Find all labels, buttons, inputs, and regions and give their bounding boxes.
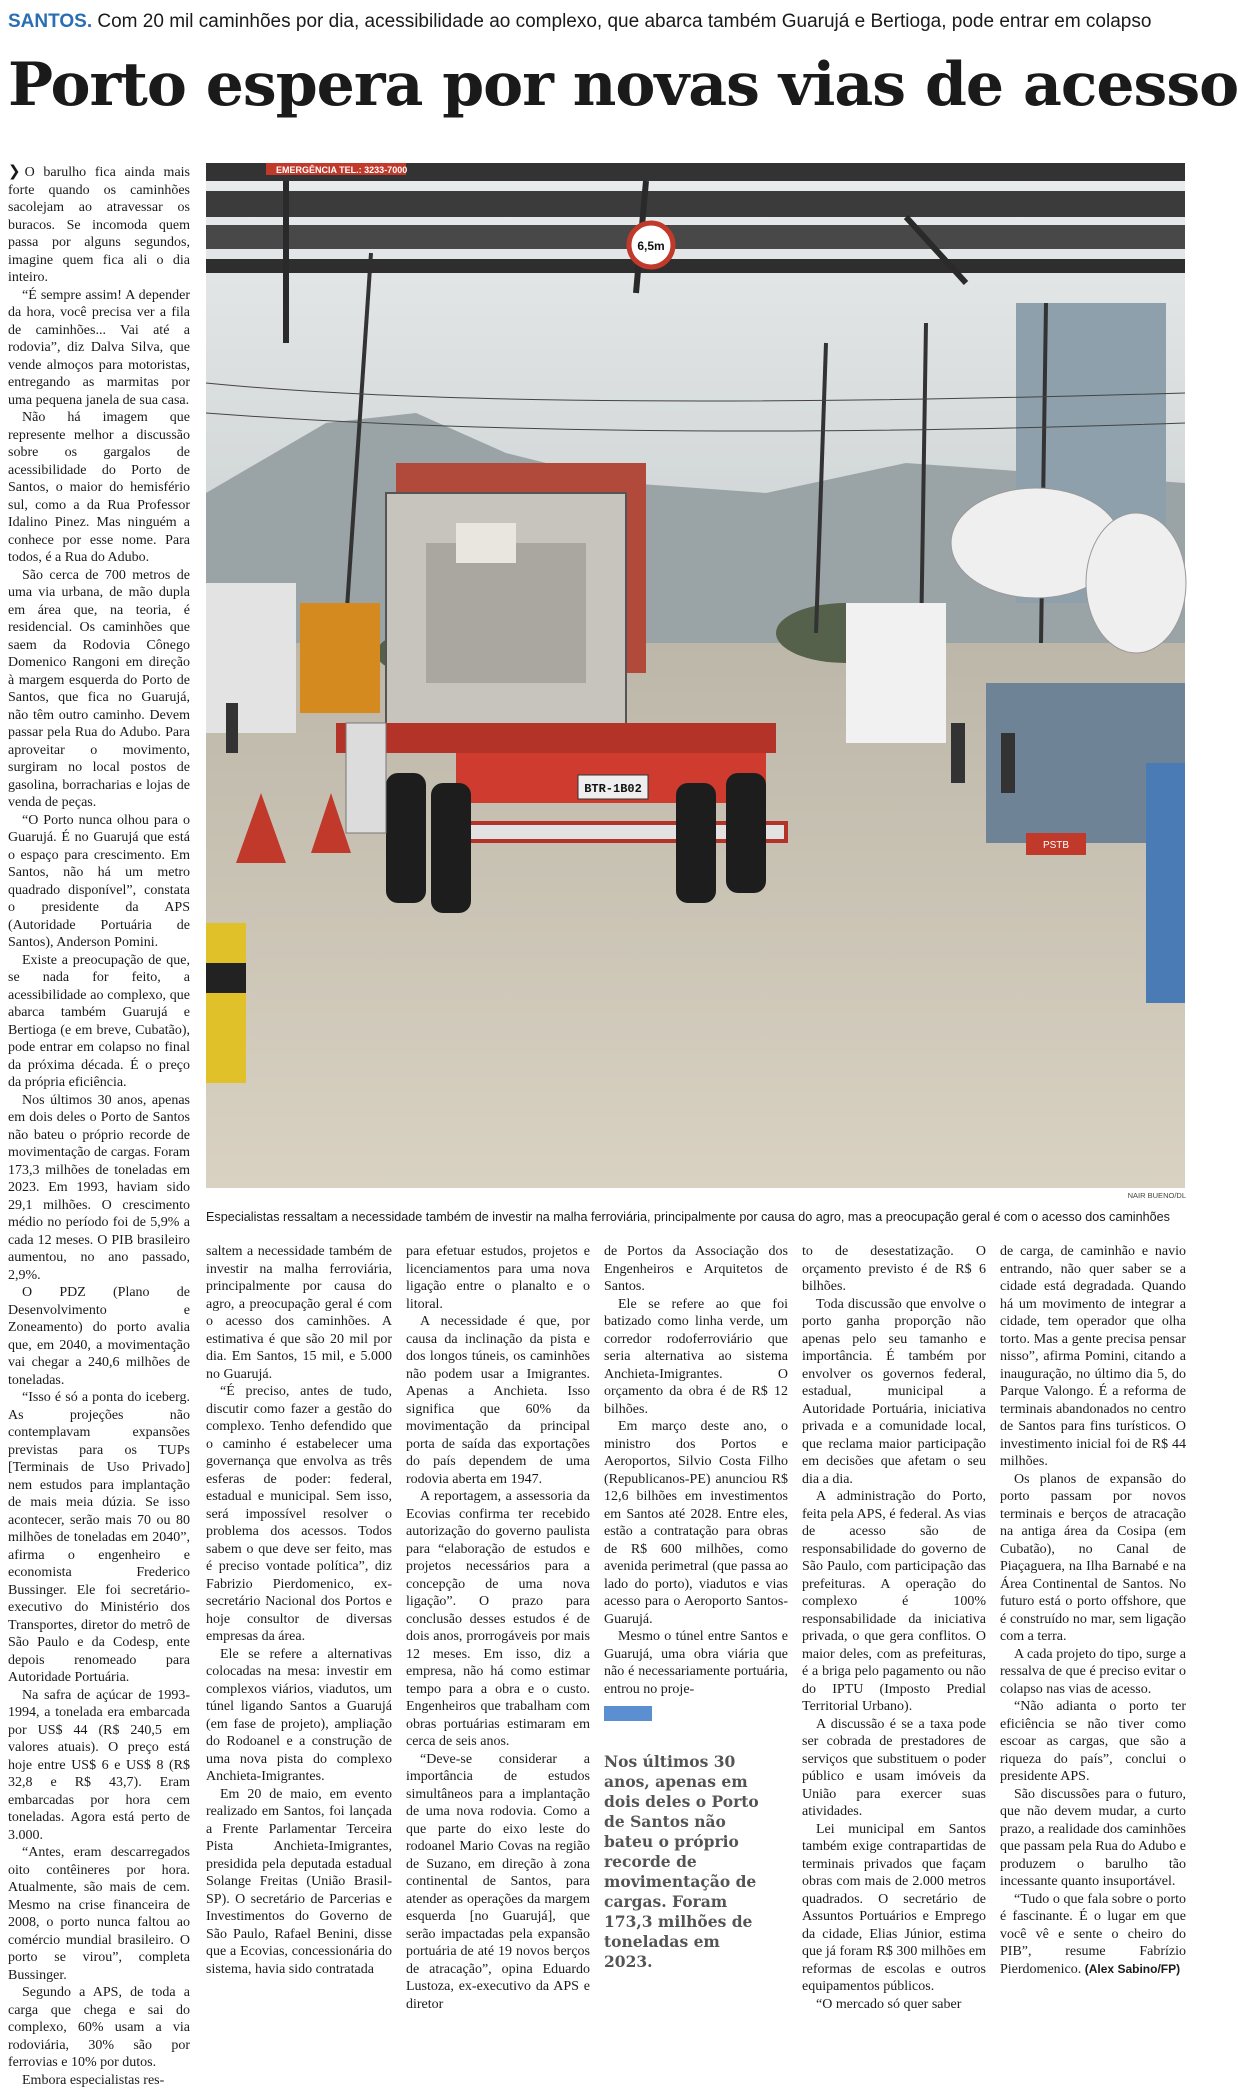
article-paragraph: Em 20 de maio, em evento realizado em Santos, foi lançada a Frente Parlamentar Terceira Pista Anchieta-Imigrantes, presidida pela deputada estadual Solange Freitas (União Brasil-SP). O secretário de Parcerias e Investimentos do Governo de São Paulo, Rafael Benini, disse que a Ecovias, concessionária do sistema, havia sido contratada (206, 1786, 392, 1979)
article-paragraph: Existe a preocupação de que, se nada for feito, a acessibilidade ao complexo, que abarca também Guarujá e Bertioga (e em breve, Cubatão), pode entrar em colapso no final da próxima década. É o preço da própria eficiência. (8, 952, 190, 1092)
article-paragraph: “É preciso, antes de tudo, discutir como fazer a gestão do complexo. Tenho defendido que o caminho é estabelecer uma governança que envolva as três esferas de poder: federal, estadual e municipal. Sem isso, será impossível resolver o problema dos acessos. Todos sabem o que deve ser feito, mas é preciso vontade política”, diz Fabrizio Pierdomenico, ex-secretário Nacional dos Portos e hoje consultor de diversas empresas da área. (206, 1383, 392, 1646)
lead-arrow-icon: ❯ (8, 162, 21, 180)
article-paragraph: Ele se refere ao que foi batizado como linha verde, um corredor rodoferroviário que seria alternativa ao sistema Anchieta-Imigrantes. O orçamento da obra é de R$ 12 bilhões. (604, 1296, 788, 1419)
article-paragraph: Ele se refere a alternativas colocadas na mesa: investir em complexos viários, viadutos, um túnel ligando Santos a Guarujá (em fase de projeto), ampliação do Rodoanel e a construção de uma nova pista do complexo Anchieta-Imigrantes. (206, 1646, 392, 1786)
article-paragraph: to de desestatização. O orçamento previsto é de R$ 6 bilhões. (802, 1243, 986, 1296)
article-paragraph: “Antes, eram descarregados oito contêineres por hora. Atualmente, são mais de cem. Mesmo na crise financeira de 2008, o porto nunca faltou ao comércio mundial brasileiro. O porto se virou”, completa Bussinger. (8, 1844, 190, 1984)
article-paragraph: “O Porto nunca olhou para o Guarujá. É no Guarujá que está o espaço para crescimento. Em Santos, não há um metro quadrado disponível”, constata o presidente da APS (Autoridade Portuária de Santos), Anderson Pomini. (8, 812, 190, 952)
photo-caption: Especialistas ressaltam a necessidade também de investir na malha ferroviária, principalmente por causa do agro, mas a preocupação geral é com o acesso dos caminhões (206, 1209, 1186, 1225)
article-paragraph: O PDZ (Plano de Desenvolvimento e Zoneamento) do porto avalia que, em 2040, a movimentação vai chegar a 240,6 milhões de toneladas. (8, 1284, 190, 1389)
headline: Porto espera por novas vias de acesso (8, 46, 1188, 124)
kicker-text: Com 20 mil caminhões por dia, acessibilidade ao complexo, que abarca também Guarujá e Bertioga, pode entrar em colapso (97, 11, 1151, 32)
photo-credit: NAIR BUENO/DL (1120, 1191, 1186, 1200)
article-paragraph: “É sempre assim! A depender da hora, você precisa ver a fila de caminhões... Vai até a rodovia”, diz Dalva Silva, que vende almoços para motoristas, entregando as marmitas por uma pequena janela de sua casa. (8, 287, 190, 410)
article-column-2 (206, 1243, 392, 2037)
article-paragraph: “Não adianta o porto ter eficiência se não tiver como escoar as cargas, que são a riqueza do país”, conclui o presidente APS. (1000, 1698, 1186, 1786)
article-paragraph: Toda discussão que envolve o porto ganha proporção não apenas pelo seu tamanho e importância. É também por envolver os governos federal, estadual, municipal a Autoridade Portuária, iniciativa privada e a comunidade local, que reclama maior participação em decisões que afetam o seu dia a dia. (802, 1296, 986, 1489)
article-paragraph: São discussões para o futuro, que não devem mudar, a curto prazo, a realidade dos caminhões que passam pela Rua do Adubo e produzem o barulho tão incessante quanto insuportável. (1000, 1786, 1186, 1891)
article-paragraph: Na safra de açúcar de 1993-1994, a tonelada era embarcada por US$ 44 (R$ 240,5 em valores atuais). O preço está hoje entre US$ 6 e US$ 8 (R$ 32,8 e R$ 43,7). Eram embarcadas por hora cem toneladas. Agora está perto de 3.000. (8, 1687, 190, 1845)
byline: (Alex Sabino/FP) (1085, 1962, 1180, 1976)
kicker (8, 10, 1184, 34)
article-paragraph: Os planos de expansão do porto passam por novos terminais e berços de atracação na antiga área da Cosipa (em Cubatão), no Canal de Piaçaguera, na Ilha Barnabé e na Área Continental de Santos. No futuro está o porto offshore, que é construído no mar, sem ligação com a terra. (1000, 1471, 1186, 1646)
article-paragraph: Mesmo o túnel entre Santos e Guarujá, uma obra viária que não é necessariamente portuária, entrou no proje- (604, 1628, 788, 1698)
photo-illustration (206, 163, 1185, 1188)
article-paragraph: “Tudo o que fala sobre o porto é fascinante. É o lugar em que você vê e sente o cheiro do PIB”, resume Fabrízio Pierdomenico. (Alex Sabino/FP) (1000, 1891, 1186, 1979)
article-paragraph: A necessidade é que, por causa da inclinação da pista e dos longos túneis, os caminhões não podem usar a Imigrantes. Apenas a Anchieta. Isso significa que 60% da movimentação da principal porta de saída das exportações do país dependem de uma rodovia aberta em 1947. (406, 1313, 590, 1488)
article-paragraph: Nos últimos 30 anos, apenas em dois deles o Porto de Santos não bateu o próprio recorde de movimentação de cargas. Foram 173,3 milhões de toneladas em 2023. Em 1993, haviam sido 29,1 milhões. O crescimento médio no período foi de 5,9% a cada 12 meses. O PIB brasileiro aumentou, no ano passado, 2,9%. (8, 1092, 190, 1285)
article-column-5 (802, 1243, 986, 2037)
height-limit-text: 6,5m (637, 239, 664, 253)
news-photo-trucks (206, 163, 1185, 1188)
article-paragraph: de Portos da Associação dos Engenheiros e Arquitetos de Santos. (604, 1243, 788, 1296)
mudflap-text: PSTB (1043, 840, 1069, 851)
article-paragraph: “O mercado só quer saber (802, 1996, 986, 2014)
photo-sign-text: EMERGÊNCIA TEL.: 3233-7000 (276, 164, 407, 175)
article-paragraph: Embora especialistas res- (8, 2072, 190, 2089)
article-paragraph: para efetuar estudos, projetos e licenciamentos para uma nova ligação entre o planalto e o litoral. (406, 1243, 590, 1313)
article-paragraph: ❯ O barulho fica ainda mais forte quando os caminhões sacolejam ao atravessar os buracos. Se incomoda quem passa por alguns segundos, imagine quem fica ali o dia inteiro. (8, 163, 190, 287)
article-paragraph: A discussão é se a taxa pode ser cobrada de prestadores de serviços que substituem o poder público e usam imóveis da União para exercer suas atividades. (802, 1716, 986, 1821)
license-plate-text: BTR-1B02 (584, 782, 642, 796)
section-tag: SANTOS. (8, 11, 92, 32)
article-paragraph: Não há imagem que represente melhor a discussão sobre os gargalos de acessibilidade do Porto de Santos, o maior do hemisfério sul, como a da Rua Professor Idalino Pinez. Mas ninguém a conhece por esse nome. Para todos, é a Rua do Adubo. (8, 409, 190, 567)
article-column-1 (8, 163, 190, 2037)
article-paragraph: “Deve-se considerar a importância de estudos simultâneos para a implantação de uma nova rodovia. Como a que parte do eixo leste do rodoanel Mario Covas na região de Suzano, em direção à zona continental de Santos, para atender as operações da margem esquerda [no Guarujá], que serão impactadas pela expansão portuária de até 19 novos berços de atracação”, opina Eduardo Lustoza, ex-executivo da APS e diretor (406, 1751, 590, 2014)
article-paragraph: A administração do Porto, feita pela APS, é federal. As vias de acesso são de responsabilidade do governo de São Paulo, com participação das prefeituras. A operação do complexo é 100% responsabilidade da iniciativa privada, o que gera conflitos. O maior deles, com as prefeituras, é a briga pelo pagamento ou não do IPTU (Imposto Predial Territorial Urbano). (802, 1488, 986, 1716)
article-paragraph: “Isso é só a ponta do iceberg. As projeções não contemplavam expansões previstas para os TUPs [Terminais de Uso Privado] nem estudos para implantação de mais meia dúzia. Se isso acontecer, serão mais 70 ou 80 milhões de toneladas em 2040”, afirma o engenheiro e economista Frederico Bussinger. Ele foi secretário-executivo do Ministério dos Transportes, diretor do metrô de São Paulo e da Codesp, ente depois renomeado para Autoridade Portuária. (8, 1389, 190, 1687)
article-column-4 (604, 1243, 788, 1683)
article-paragraph: Em março deste ano, o ministro dos Portos e Aeroportos, Silvio Costa Filho (Republicanos-PE) anunciou R$ 12,6 bilhões em investimentos em Santos até 2028. Entre eles, estão a contratação para obras de R$ 600 milhões, como avenida perimetral (que passa ao lado do porto), viadutos e vias acesso para o Aeroporto Santos-Guarujá. (604, 1418, 788, 1628)
pull-quote-accent-bar (604, 1706, 652, 1721)
article-paragraph: São cerca de 700 metros de uma via urbana, de mão dupla em área que, na teoria, é residencial. Os caminhões que saem da Rodovia Cônego Domenico Rangoni em direção à margem esquerda do Porto de Santos, que fica no Guarujá, não têm outro caminho. Devem passar pela Rua do Adubo. Para aproveitar o movimento, surgiram no local postos de gasolina, borracharias e lojas de venda de peças. (8, 567, 190, 812)
article-paragraph: A cada projeto do tipo, surge a ressalva de que é preciso evitar o colapso nas vias de acesso. (1000, 1646, 1186, 1699)
article-paragraph: Segundo a APS, de toda a carga que chega e sai do complexo, 60% usam a via rodoviária, 30% são por ferrovias e 10% por dutos. (8, 1984, 190, 2072)
article-paragraph: saltem a necessidade também de investir na malha ferroviária, principalmente por causa do agro, a preocupação geral é com o acesso dos caminhões. A estimativa é que são 20 mil por dia. Em Santos, 15 mil, e 5.000 no Guarujá. (206, 1243, 392, 1383)
article-column-6 (1000, 1243, 1186, 2037)
pull-quote: Nos últimos 30 anos, apenas em dois deles o Porto de Santos não bateu o próprio recorde de movimentação de cargas. Foram 173,3 milhões de toneladas em 2023. (604, 1752, 764, 1972)
article-paragraph: de carga, de caminhão e navio entrando, não quer saber se a cidade está degradada. Quando há um movimento de integrar a cidade, tem operador que olha torto. Mas a gente precisa pensar nisso”, afirma Pomini, citando a inauguração, no último dia 5, do Parque Valongo. É a reforma de terminais abandonados no centro de Santos para fins turísticos. O investimento inicial foi de R$ 44 milhões. (1000, 1243, 1186, 1471)
article-column-3 (406, 1243, 590, 2037)
article-paragraph: A reportagem, a assessoria da Ecovias confirma ter recebido autorização do governo paulista para “elaboração de estudos e projetos necessários para a concepção de uma nova ligação”. O prazo para conclusão desses estudos é de dois anos, prorrogáveis por mais 12 meses. Em isso, diz a empresa, não há como estimar tempo para a obra e o custo. Engenheiros que trabalham com obras portuárias estimaram em cerca de seis anos. (406, 1488, 590, 1751)
article-paragraph: Lei municipal em Santos também exige contrapartidas de terminais privados que façam obras com mais de 2.000 metros quadrados. O secretário de Assuntos Portuários e Emprego da cidade, Elias Júnior, estima que já foram R$ 300 milhões em reformas de escolas e outros equipamentos públicos. (802, 1821, 986, 1996)
